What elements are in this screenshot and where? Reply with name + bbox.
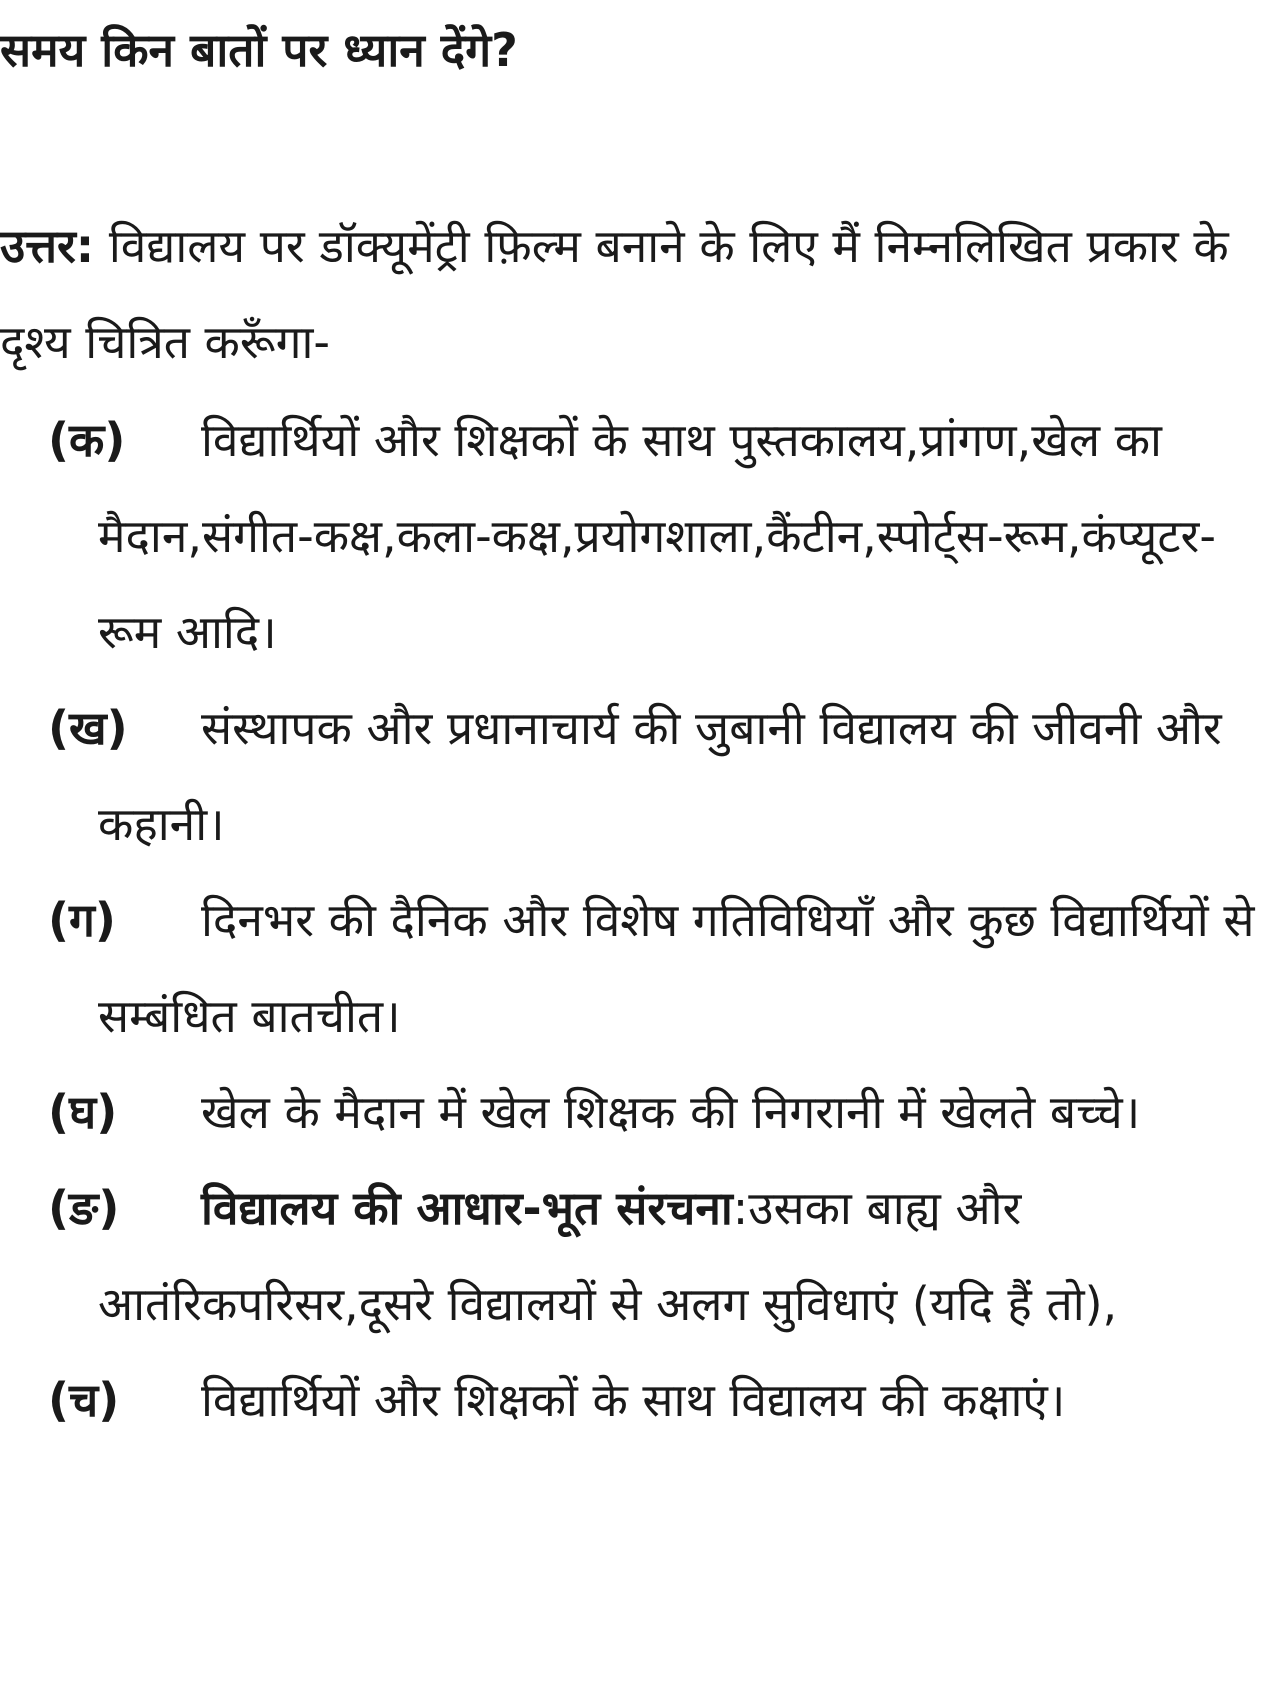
list-marker: (घ) <box>48 1085 118 1139</box>
list-item-cha <box>0 1352 1264 1448</box>
list-marker: (ख) <box>48 701 128 755</box>
list-item-ka <box>0 392 1264 680</box>
list-item-text <box>98 680 1264 872</box>
answer-list <box>0 392 1284 1448</box>
list-item-text <box>98 1064 1264 1160</box>
list-item-body: विद्यार्थियों और शिक्षकों के साथ विद्यालय की कक्षाएं। <box>201 1373 1066 1427</box>
list-item-body: संस्थापक और प्रधानाचार्य की जुबानी विद्यालय की जीवनी और कहानी। <box>98 701 1222 851</box>
list-item-body: खेल के मैदान में खेल शिक्षक की निगरानी में खेलते बच्चे। <box>201 1085 1141 1139</box>
list-marker: (क) <box>48 413 126 467</box>
answer-intro <box>0 198 1270 390</box>
list-item-nga <box>0 1160 1264 1352</box>
list-item-gha <box>0 1064 1264 1160</box>
question-heading: समय किन बातों पर ध्यान देंगे? <box>0 23 518 77</box>
answer-intro-text: विद्यालय पर डॉक्यूमेंट्री फ़िल्म बनाने के लिए मैं निम्नलिखित प्रकार के दृश्य चित्रित करूँगा- <box>0 219 1229 369</box>
list-marker: (ङ) <box>48 1181 120 1235</box>
list-item-text <box>98 1352 1264 1448</box>
list-item-bold-lead: विद्यालय की आधार-भूत संरचना <box>201 1181 733 1235</box>
answer-label: उत्तर: <box>0 219 95 273</box>
list-item-text <box>98 872 1264 1064</box>
list-item-text <box>98 392 1264 680</box>
list-item-ga <box>0 872 1264 1064</box>
list-item-body: :उसका बाह्य और आतंरिकपरिसर,दूसरे विद्यालयों से अलग सुविधाएं (यदि हैं तो), <box>98 1181 1118 1331</box>
list-item-body: दिनभर की दैनिक और विशेष गतिविधियाँ और कुछ विद्यार्थियों से सम्बंधित बातचीत। <box>98 893 1255 1043</box>
list-item-kha <box>0 680 1264 872</box>
list-marker: (च) <box>48 1373 120 1427</box>
list-marker: (ग) <box>48 893 116 947</box>
list-item-text <box>98 1160 1264 1352</box>
list-item-body: विद्यार्थियों और शिक्षकों के साथ पुस्तकालय,प्रांगण,खेल का मैदान,संगीत-कक्ष,कला-कक्ष,प्रयोगशाला,कैंटीन,स्पोर्ट्स-रूम,कंप्यूटर-रूम आदि। <box>98 413 1216 659</box>
